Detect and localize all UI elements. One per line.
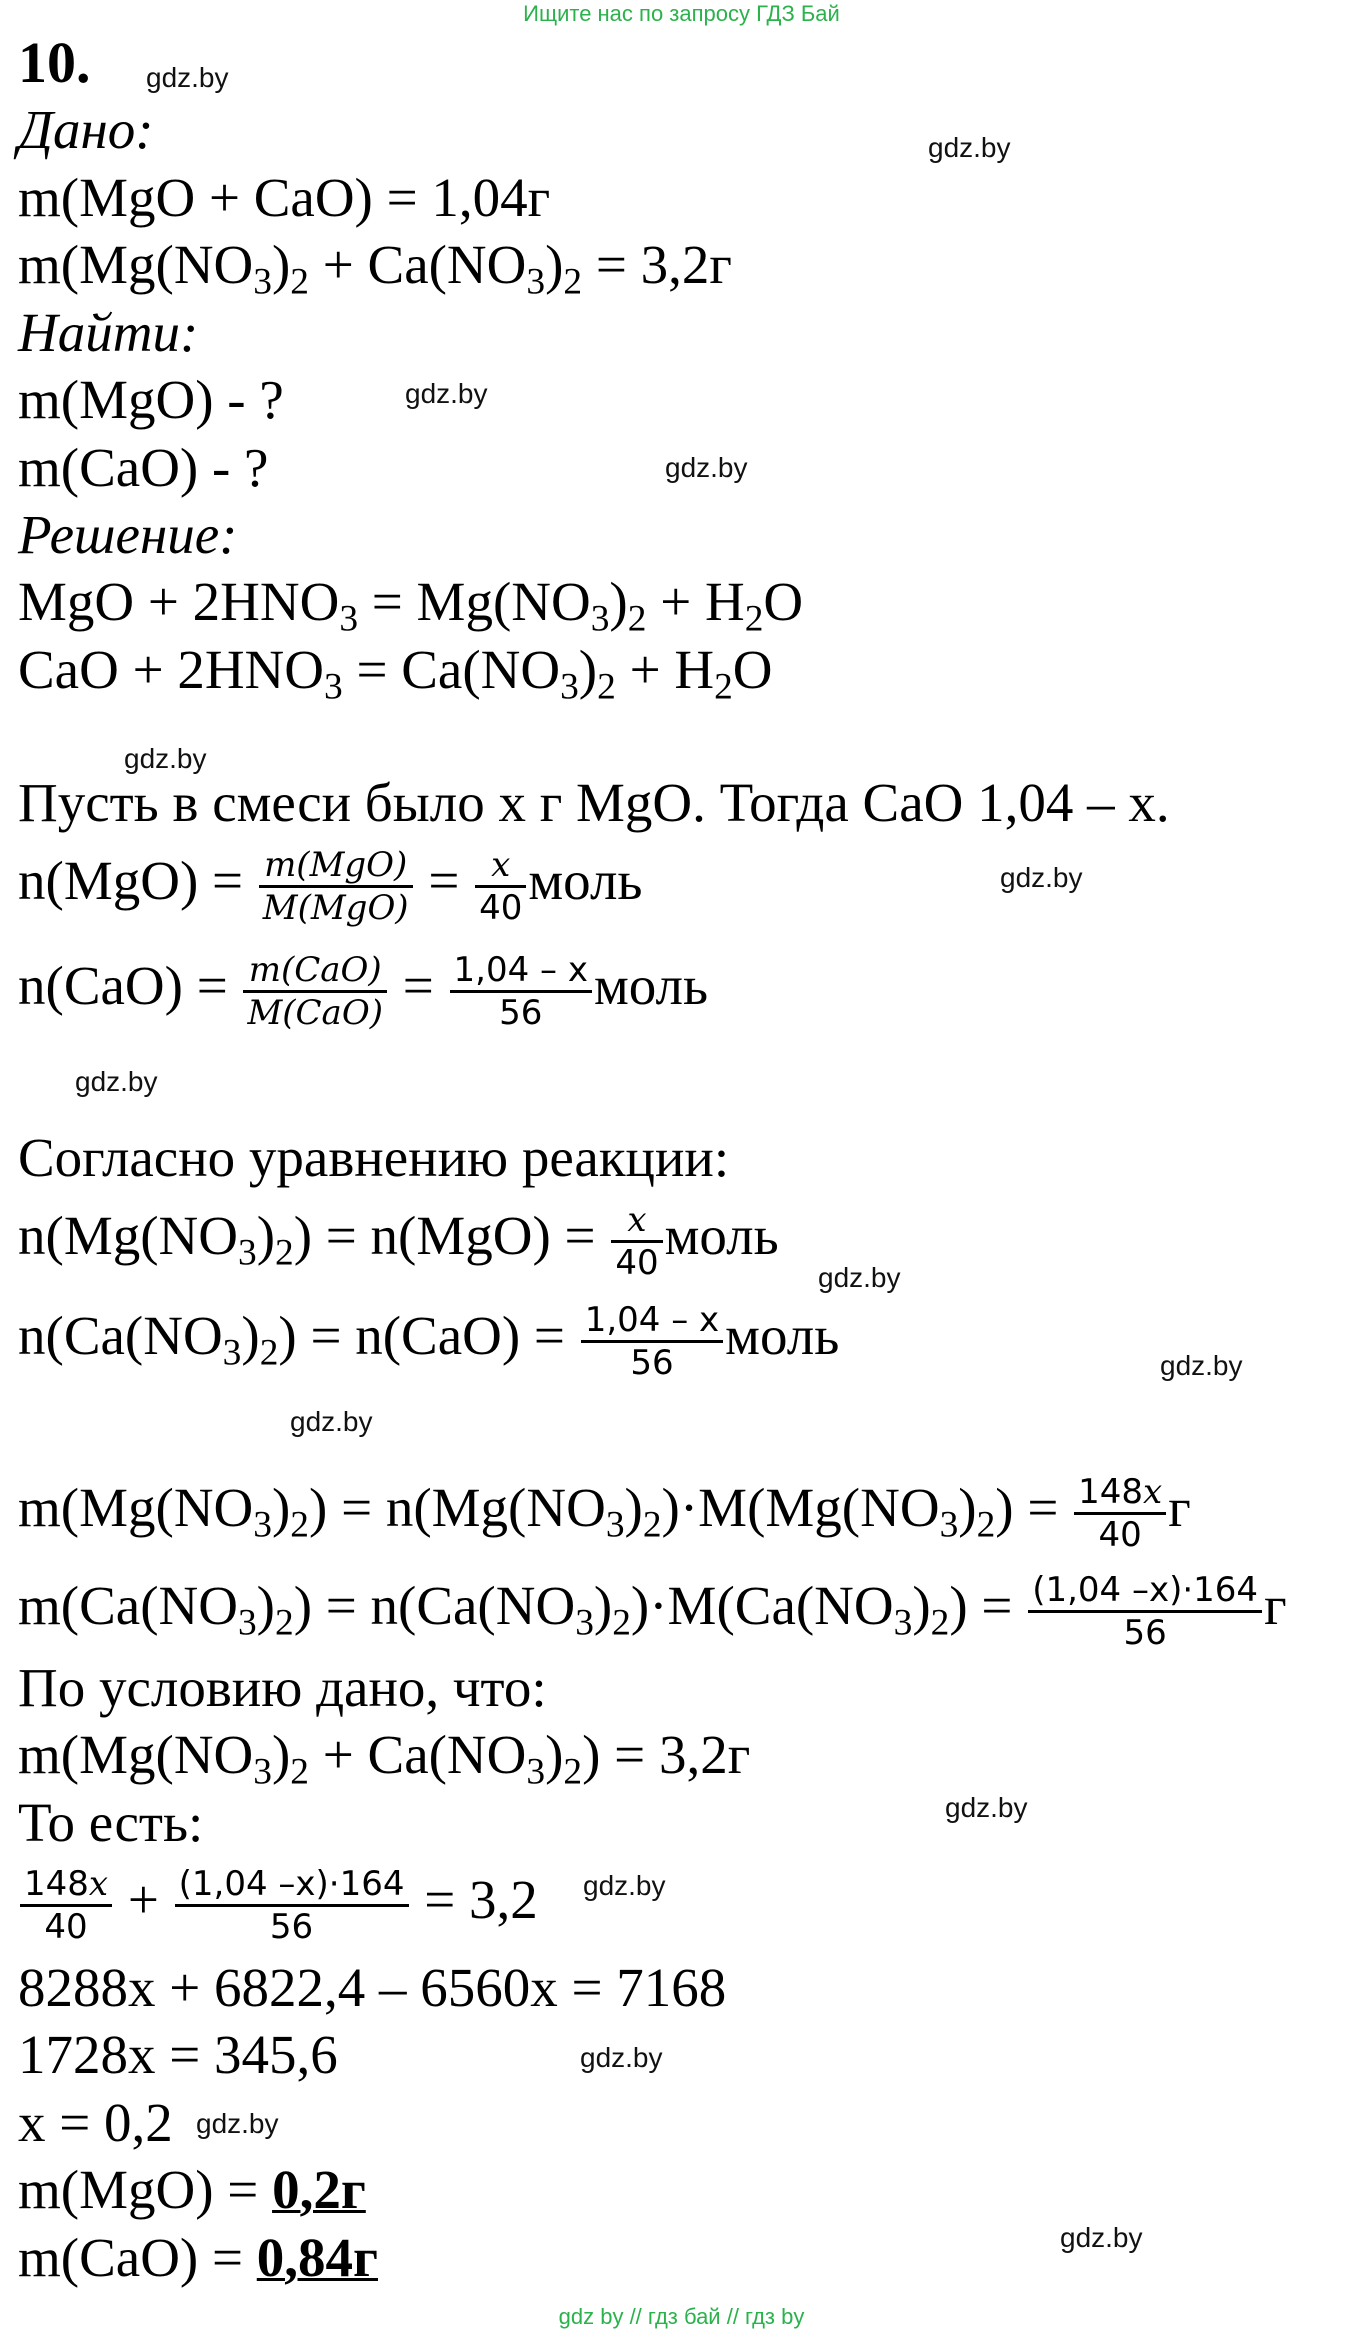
m-cano3-formula: $m(Ca(NO_3)_2) = n(Ca(NO_3)_2)\cdot M(Ca(NO_3)_2)$ = $\frac{(1,04 -x)\cdot 164}{56}$ г xyxy=(18,1570,1287,1653)
find-mgo: m(MgO) - ? xyxy=(18,369,284,430)
answer-cao: m(CaO) = 0,84г xyxy=(18,2227,378,2288)
fraction: $\frac{1,04 - x}{56}$ xyxy=(581,1300,723,1383)
answer-cao-value: 0,84г xyxy=(256,2227,378,2288)
watermark: gdz.by xyxy=(146,62,229,93)
watermark: gdz.by xyxy=(580,2042,663,2073)
fraction: $\frac{148x}{40}$ xyxy=(20,1864,112,1947)
step-3: x = 0,2 xyxy=(18,2092,173,2153)
answer-mgo: m(MgO) = 0,2г xyxy=(18,2159,366,2220)
find-cao: m(CaO) - ? xyxy=(18,437,269,498)
watermark: gdz.by xyxy=(583,1870,666,1901)
watermark: gdz.by xyxy=(124,743,207,774)
watermark: gdz.by xyxy=(1160,1350,1243,1381)
n-cano3-formula: $n(Ca(NO_3)_2) = n(CaO)$ = $\frac{1,04 - x}{56}$ моль xyxy=(18,1300,840,1383)
given-heading: Дано: xyxy=(18,99,154,160)
watermark: gdz.by xyxy=(928,132,1011,163)
let-statement: Пусть в смеси было x г MgO. Тогда CaO 1,04 – x. xyxy=(18,772,1170,833)
fraction: $\frac{x}{40}$ xyxy=(611,1200,662,1283)
watermark: gdz.by xyxy=(196,2108,279,2139)
fraction: $\frac{\text{m(MgO)}}{\text{M(MgO)}}$ xyxy=(259,845,413,928)
fraction: $\frac{\text{m(CaO)}}{\text{M(CaO)}}$ xyxy=(243,950,387,1033)
answer-mgo-value: 0,2г xyxy=(272,2159,366,2220)
watermark: gdz.by xyxy=(290,1406,373,1437)
given-mass-nitrates: $m(Mg(NO_3)_2 + Ca(NO_3)_2 = 3,2г$ xyxy=(18,234,732,303)
problem-number: 10. xyxy=(18,30,91,95)
watermark: gdz.by xyxy=(1060,2222,1143,2253)
reaction-mgo: MgO + $2HNO_3 = Mg(NO_3)_2 + H_2O$ xyxy=(18,571,804,640)
watermark: gdz.by xyxy=(405,378,488,409)
condition-equation: $m(Mg(NO_3)_2 + Ca(NO_3)_2) = 3,2г$ xyxy=(18,1724,751,1793)
given-mass-oxides: m(MgO + CaO) = 1,04г xyxy=(18,167,551,228)
fraction: $\frac{x}{40}$ xyxy=(475,845,526,928)
fraction: $\frac{148x}{40}$ xyxy=(1074,1472,1166,1555)
step-2: 1728x = 345,6 xyxy=(18,2024,338,2085)
find-heading: Найти: xyxy=(18,302,199,363)
watermark: gdz.by xyxy=(945,1792,1028,1823)
that-is-statement: То есть: xyxy=(18,1792,204,1853)
m-mgno3-formula: $m(Mg(NO_3)_2) = n(Mg(NO_3)_2)\cdot M(Mg(NO_3)_2)$ = $\frac{148x}{40}$ г xyxy=(18,1472,1191,1555)
condition-statement: По условию дано, что: xyxy=(18,1657,547,1718)
solution-heading: Решение: xyxy=(18,504,238,565)
fraction: $\frac{(1,04 -x)\cdot 164}{56}$ xyxy=(1028,1570,1262,1653)
header-banner[interactable]: Ищите нас по запросу ГДЗ Бай xyxy=(523,1,840,26)
footer-banner[interactable]: gdz by // гдз бай // гдз by xyxy=(558,2304,805,2329)
step-1: 8288x + 6822,4 – 6560x = 7168 xyxy=(18,1957,727,2018)
watermark: gdz.by xyxy=(75,1066,158,1097)
fraction: $\frac{1,04 - x}{56}$ xyxy=(450,950,592,1033)
watermark: gdz.by xyxy=(818,1262,901,1293)
watermark: gdz.by xyxy=(665,452,748,483)
sum-equation: $\frac{148x}{40}$ + $\frac{(1,04 -x)\cdot 164}{56}$ = 3,2 xyxy=(18,1864,538,1947)
according-statement: Согласно уравнению реакции: xyxy=(18,1127,730,1188)
n-cao-formula: n(CaO) = $\frac{\text{m(CaO)}}{\text{M(CaO)}}$ = $\frac{1,04 - x}{56}$ моль xyxy=(18,950,709,1033)
n-mgno3-formula: $n(Mg(NO_3)_2) = n(MgO)$ = $\frac{x}{40}$ моль xyxy=(18,1200,779,1283)
fraction: $\frac{(1,04 -x)\cdot 164}{56}$ xyxy=(175,1864,409,1947)
watermark: gdz.by xyxy=(1000,862,1083,893)
n-mgo-formula: n(MgO) = $\frac{\text{m(MgO)}}{\text{M(MgO)}}$ = $\frac{x}{40}$ моль xyxy=(18,845,643,928)
reaction-cao: CaO + $2HNO_3 = Ca(NO_3)_2 + H_2O$ xyxy=(18,639,773,708)
